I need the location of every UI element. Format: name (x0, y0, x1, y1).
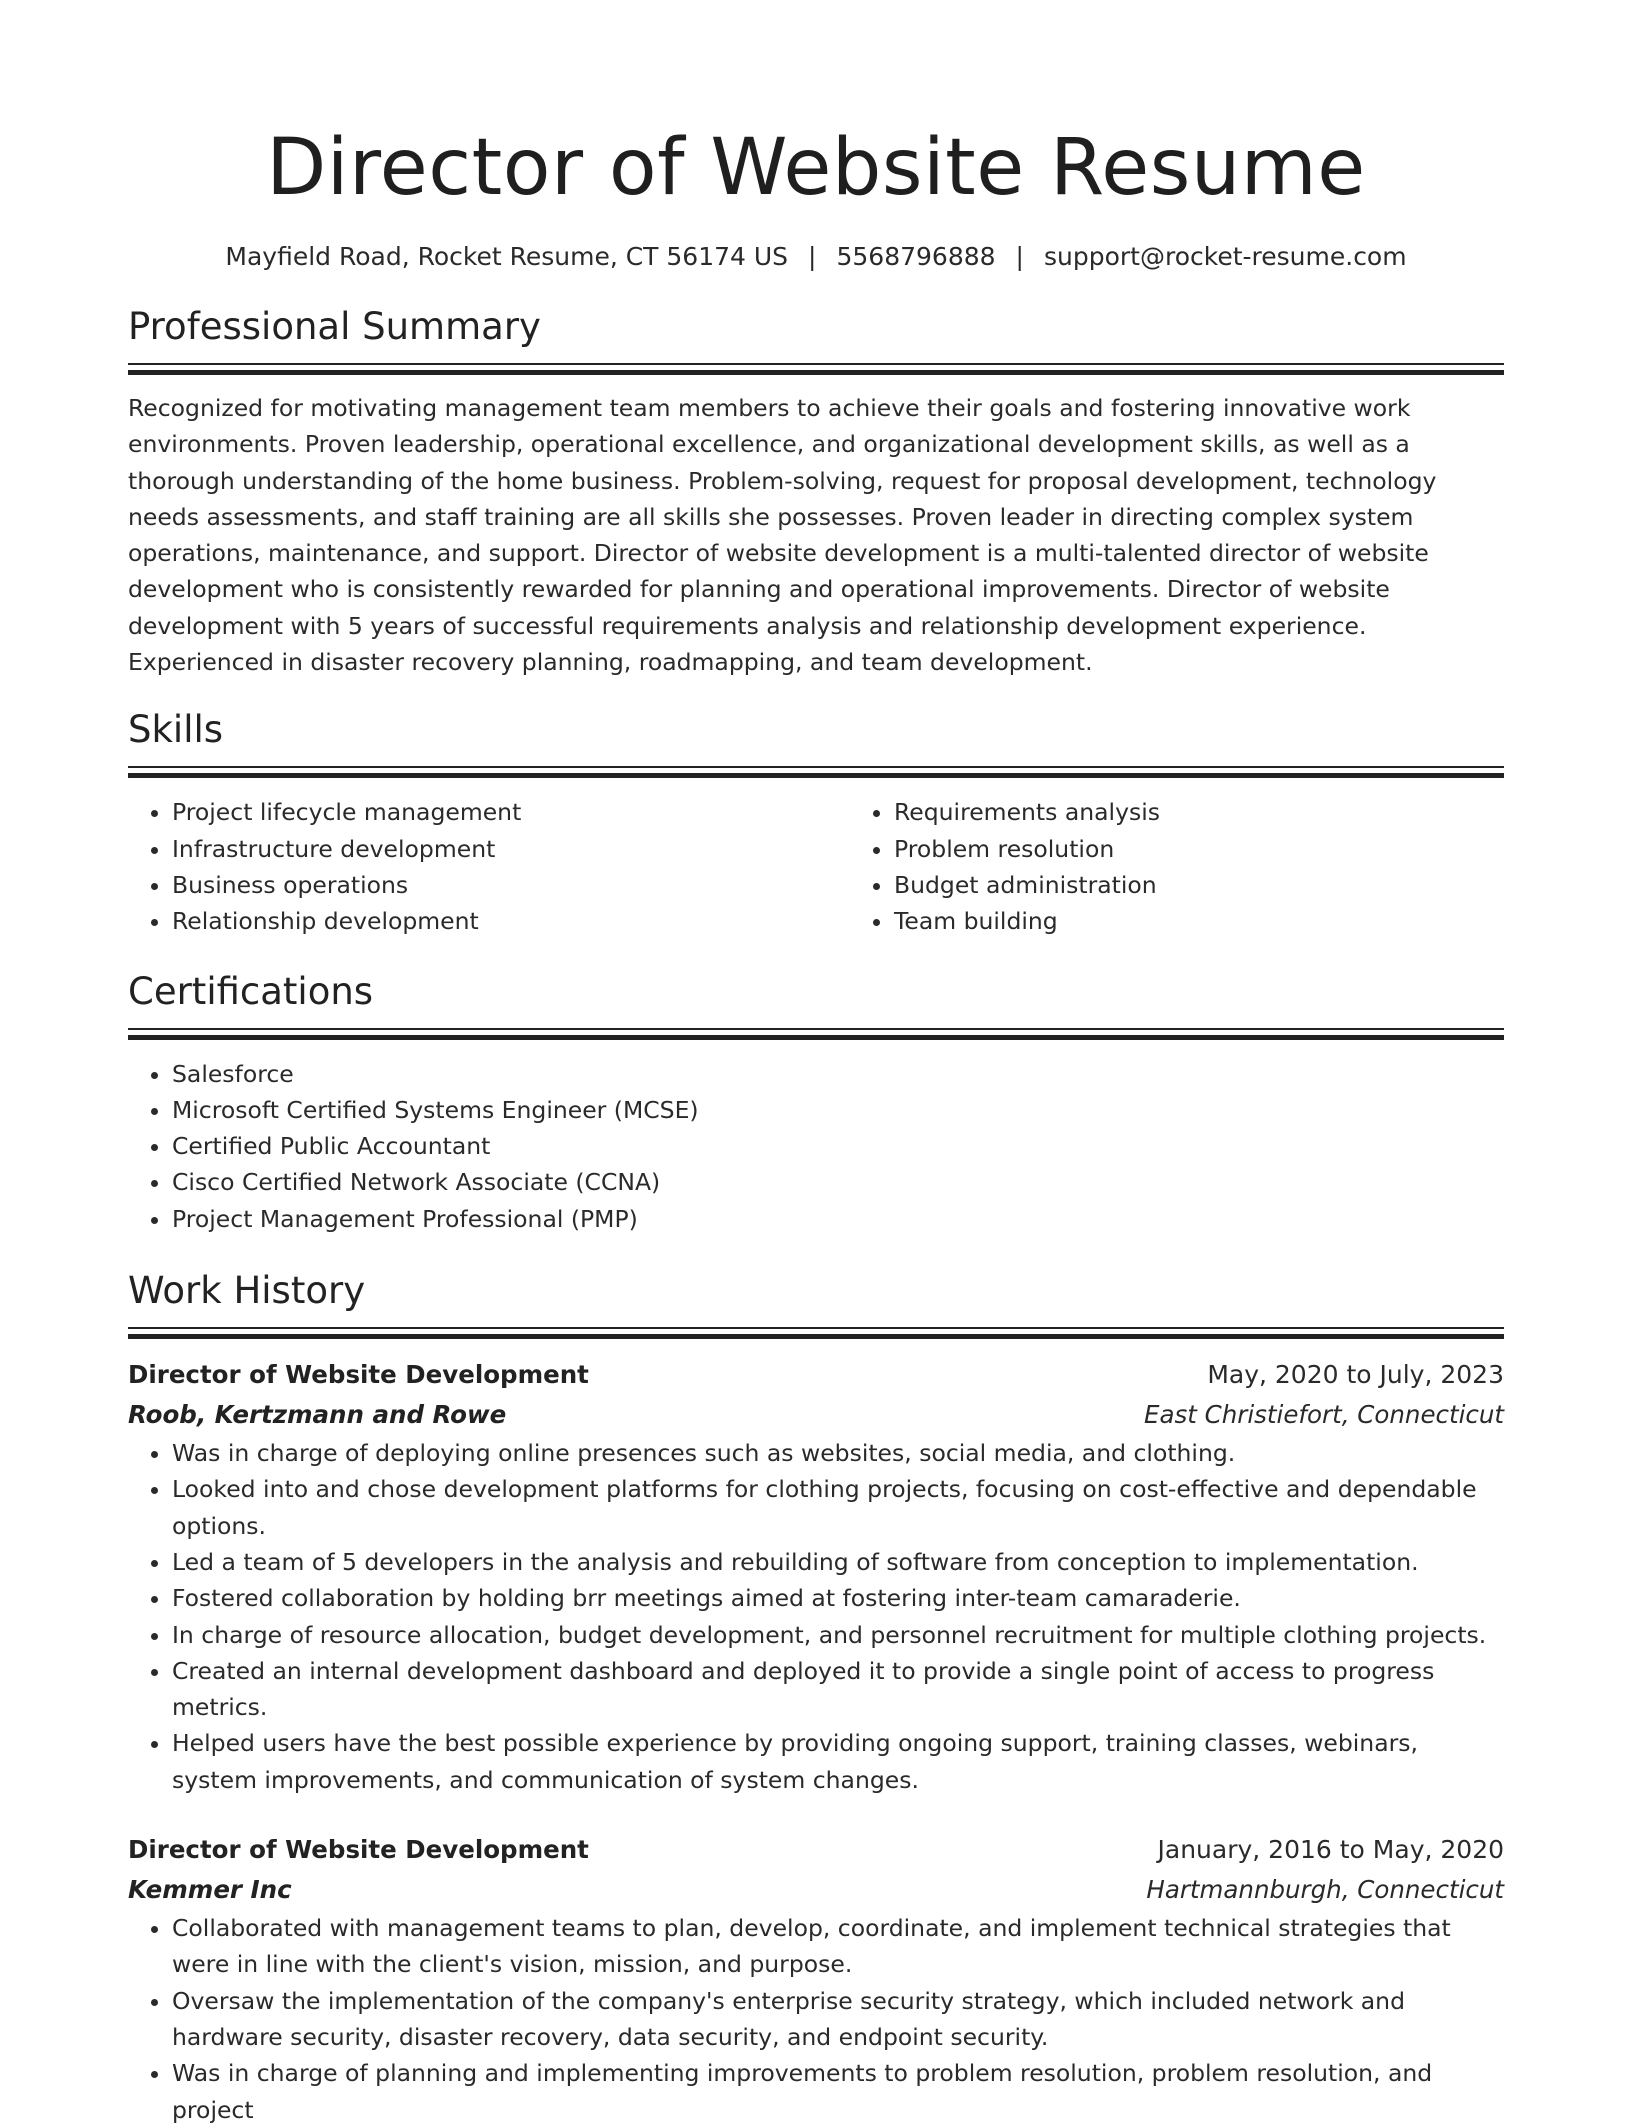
contact-separator: | (1015, 242, 1024, 271)
job-subheader-row (128, 1870, 1504, 1910)
job-company: Roob, Kertzmann and Rowe (128, 1400, 507, 1430)
section-divider (128, 363, 1504, 375)
list-item: • Requirements analysis (894, 794, 1572, 830)
job-dates: January, 2016 to May, 2020 (1157, 1835, 1504, 1865)
job-location: Hartmannburgh, Connecticut (1146, 1875, 1504, 1905)
list-item: • Helped users have the best possible experience by providing ongoing support, training classes, webinars, system improvements, and communication of system changes. (172, 1725, 1504, 1798)
job-bullets (128, 1910, 1504, 2128)
list-item: • Fostered collaboration by holding brr meetings aimed at fostering inter-team camaraderie. (172, 1580, 1504, 1616)
section-heading-summary: Professional Summary (128, 305, 541, 348)
skills-section (128, 706, 1504, 939)
contact-phone: 5568796888 (836, 242, 996, 271)
list-item: • Project lifecycle management (172, 794, 850, 830)
list-item: • Collaborated with management teams to plan, develop, coordinate, and implement technical strategies that were in line with the client's vision, mission, and purpose. (172, 1910, 1504, 1983)
section-heading-skills: Skills (128, 708, 224, 752)
job-bullets (128, 1435, 1504, 1798)
list-item: • Created an internal development dashboard and deployed it to provide a single point of access to progress metrics. (172, 1653, 1504, 1726)
list-item: • Team building (894, 903, 1572, 939)
job-subheader-row (128, 1395, 1504, 1435)
list-item: • Project Management Professional (PMP) (172, 1201, 1504, 1237)
skills-grid (128, 794, 1504, 939)
job-entry (128, 1355, 1504, 1798)
job-header-row (128, 1355, 1504, 1395)
list-item: • Led a team of 5 developers in the analysis and rebuilding of software from conception to implementation. (172, 1544, 1504, 1580)
work-history-section (128, 1267, 1504, 2128)
list-item: • Relationship development (172, 903, 850, 939)
list-item: • In charge of resource allocation, budget development, and personnel recruitment for multiple clothing projects. (172, 1617, 1504, 1653)
skills-left-list (128, 794, 850, 939)
summary-section (128, 303, 1504, 680)
certifications-section (128, 968, 1504, 1237)
resume-page (128, 0, 1504, 2128)
list-item: • Microsoft Certified Systems Engineer (MCSE) (172, 1092, 1504, 1128)
list-item: • Certified Public Accountant (172, 1128, 1504, 1164)
list-item: • Looked into and chose development platforms for clothing projects, focusing on cost-effective and dependable options. (172, 1471, 1504, 1544)
section-divider (128, 1327, 1504, 1339)
section-divider (128, 1028, 1504, 1040)
contact-line (128, 240, 1504, 274)
section-heading-work-history: Work History (128, 1269, 366, 1313)
job-title: Director of Website Development (128, 1835, 589, 1865)
job-company: Kemmer Inc (128, 1875, 292, 1905)
list-item: • Budget administration (894, 867, 1572, 903)
skills-right-list (850, 794, 1572, 939)
contact-email: support@rocket-resume.com (1043, 242, 1407, 271)
list-item: • Cisco Certified Network Associate (CCNA) (172, 1164, 1504, 1200)
list-item: • Was in charge of planning and implementing improvements to problem resolution, problem resolution, and project (172, 2055, 1504, 2128)
job-location: East Christiefort, Connecticut (1144, 1400, 1504, 1430)
contact-separator: | (808, 242, 817, 271)
job-title: Director of Website Development (128, 1360, 589, 1390)
section-heading-certifications: Certifications (128, 969, 374, 1013)
list-item: • Problem resolution (894, 831, 1572, 867)
list-item: • Salesforce (172, 1056, 1504, 1092)
job-header-row (128, 1830, 1504, 1870)
list-item: • Oversaw the implementation of the company's enterprise security strategy, which included network and hardware security, disaster recovery, data security, and endpoint security. (172, 1983, 1504, 2056)
summary-text: Recognized for motivating management team members to achieve their goals and fostering innovative work environments. Proven leadership, operational excellence, and organizational development skills, as well as a thorough understanding of the home business. Problem-solving, request for proposal development, technology needs assessments, and staff training are all skills she possesses. Proven leader in directing complex system operations, maintenance, and support. Director of website development is a multi-talented director of website development who is consistently rewarded for planning and operational improvements. Director of website development with 5 years of successful requirements analysis and relationship development experience. Experienced in disaster recovery planning, roadmapping, and team development. (128, 394, 1437, 677)
list-item: • Business operations (172, 867, 850, 903)
contact-address: Mayfield Road, Rocket Resume, CT 56174 US (225, 242, 789, 271)
job-dates: May, 2020 to July, 2023 (1207, 1360, 1504, 1390)
list-item: • Was in charge of deploying online presences such as websites, social media, and clothing. (172, 1435, 1504, 1471)
job-entry (128, 1830, 1504, 2128)
section-divider (128, 766, 1504, 778)
certifications-list (128, 1056, 1504, 1237)
list-item: • Infrastructure development (172, 831, 850, 867)
resume-title: Director of Website Resume (266, 123, 1366, 213)
